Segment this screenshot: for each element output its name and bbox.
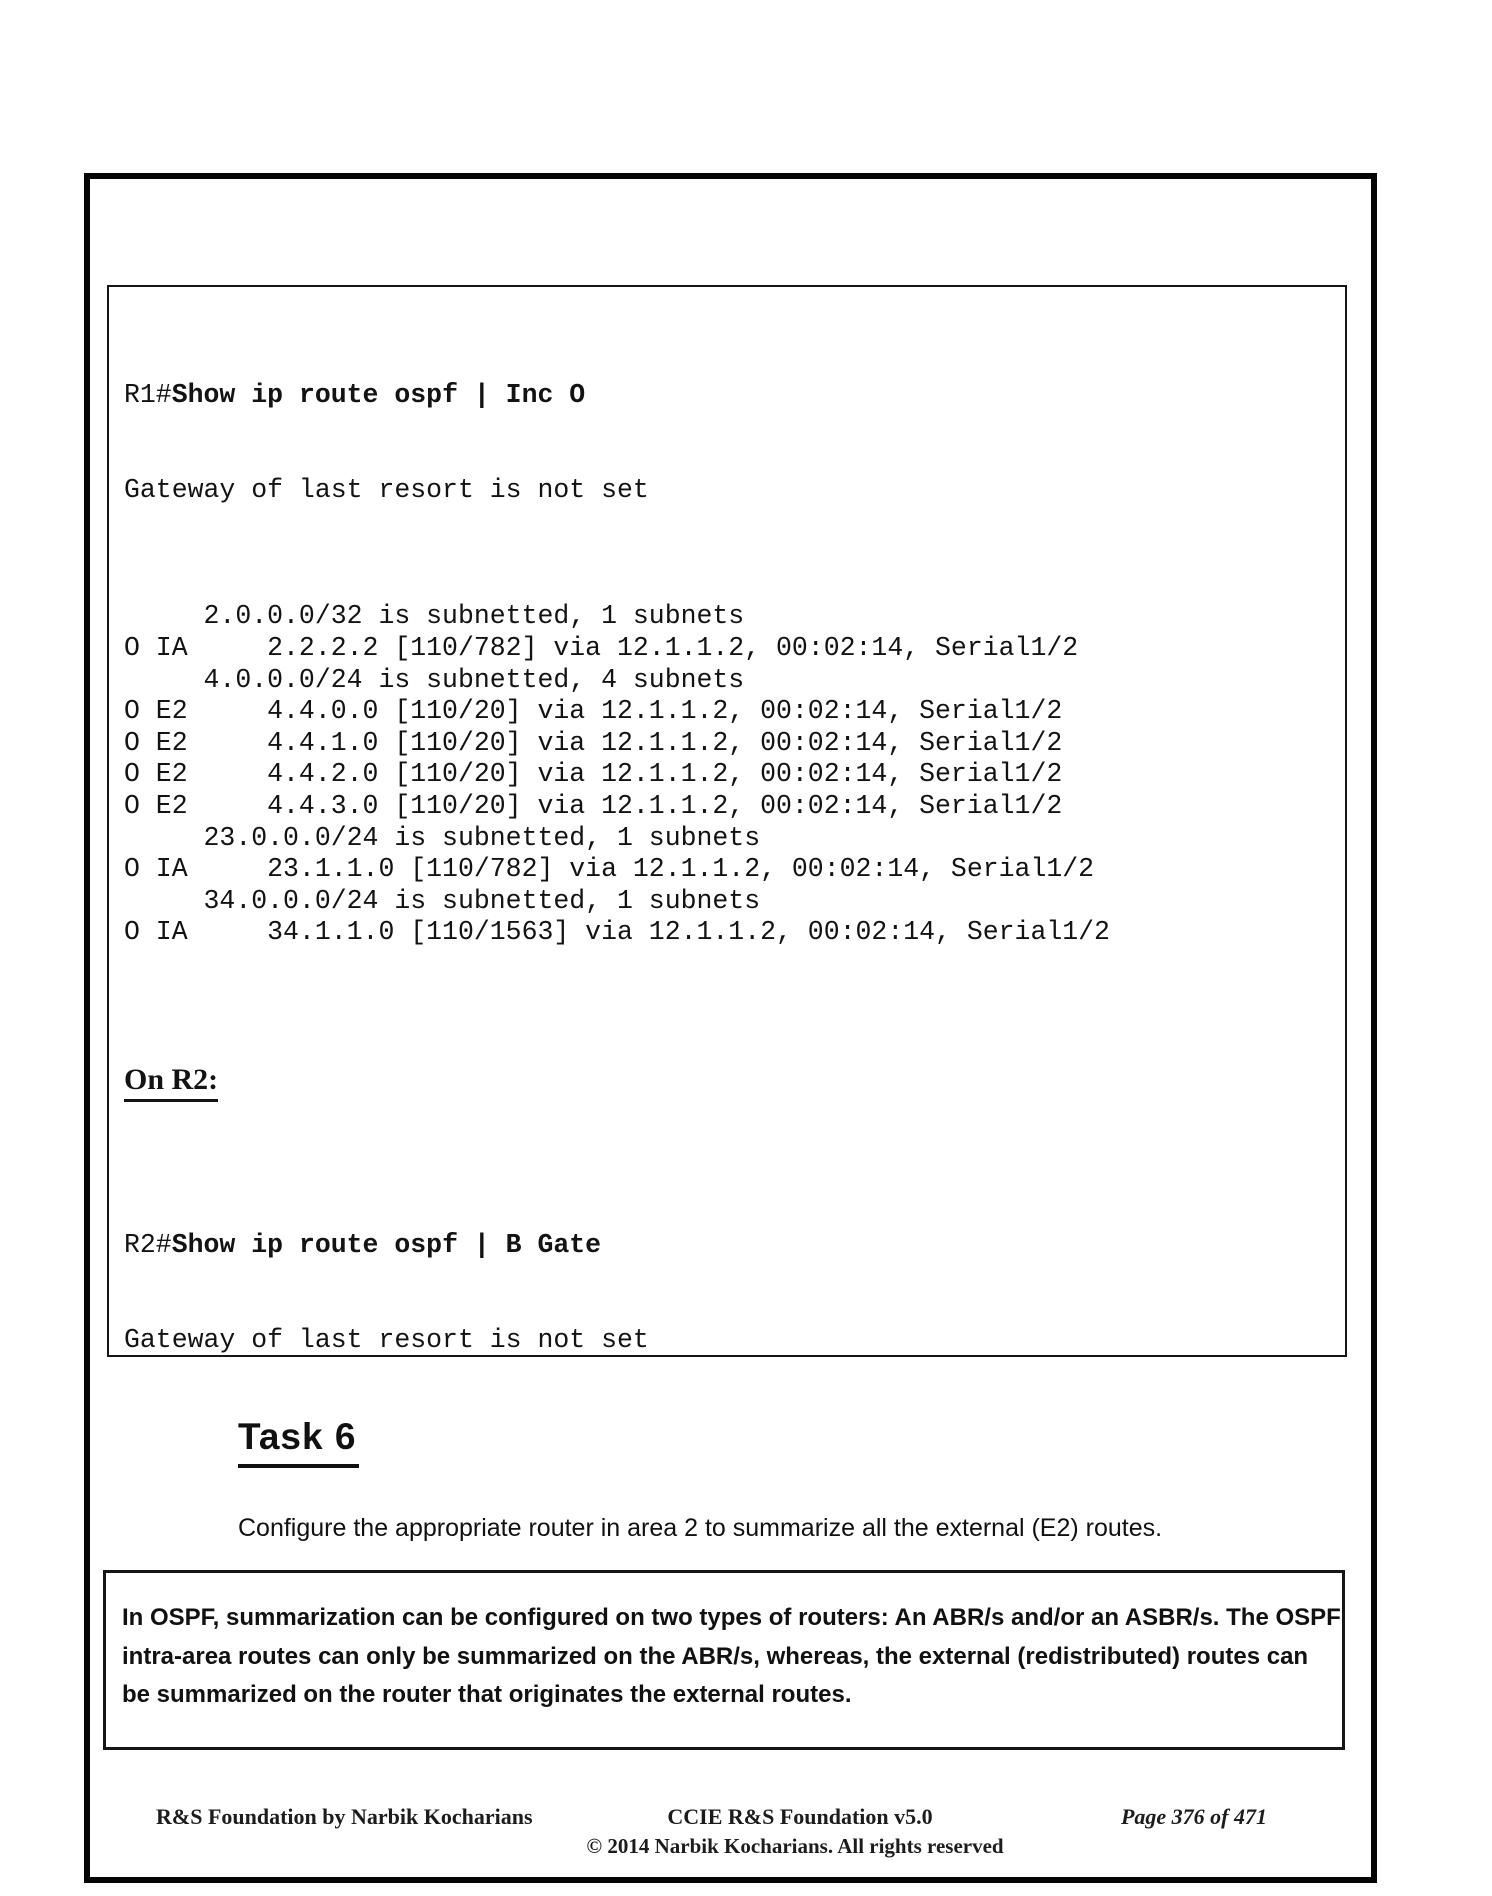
r1-command-line xyxy=(124,380,1337,412)
r2-prompt: R2# xyxy=(124,1230,172,1261)
footer-page-number: Page 376 of 471 xyxy=(1120,1804,1267,1829)
on-r2-heading: On R2: xyxy=(124,1062,218,1102)
note-box xyxy=(103,1570,1345,1750)
footer-course-title: CCIE R&S Foundation v5.0 xyxy=(667,1804,933,1829)
on-r2-heading-row xyxy=(124,1044,1337,1136)
task-description: Configure the appropriate router in area 2 to summarize all the external (E2) routes. xyxy=(238,1514,1163,1542)
r1-route-lines: 2.0.0.0/32 is subnetted, 1 subnets O IA 2.2.2.2 [110/782] via 12.1.1.2, 00:02:14, Serial1/2 4.0.0.0/24 is subnetted, 4 subnets O E2 4.4.0.0 [110/20] via 12.1.1.2, 00:02:14, Serial1/2 O E2 4.4.1.0 [110/20] via 12.1.1.2, 00:02:14, Serial1/2 O E2 4.4.2.0 [110/20] via 12.1.1.2, 00:02:14, Serial1/2 O E2 4.4.3.0 [110/20] via 12.1.1.2, 00:02:14, Serial1/2 23.0.0.0/24 is subnetted, 1 subnets O IA 23.1.1.0 [110/782] via 12.1.1.2, 00:02:14, Serial1/2 34.0.0.0/24 is subnetted, 1 subnets O IA 34.1.1.0 [110/1563] via 12.1.1.2, 00:02:14, Serial1/2 xyxy=(124,601,1110,948)
terminal-output-box xyxy=(107,285,1347,1357)
r2-command: Show ip route ospf | B Gate xyxy=(171,1230,602,1261)
task-title: Task 6 xyxy=(238,1416,359,1468)
r1-gateway-line: Gateway of last resort is not set xyxy=(124,474,649,505)
r1-command: Show ip route ospf | Inc O xyxy=(171,380,586,411)
r2-command-line xyxy=(124,1230,1337,1262)
footer-copyright: © 2014 Narbik Kocharians. All rights reserved xyxy=(586,1834,1004,1858)
note-text: In OSPF, summarization can be configured on two types of routers: An ABR/s and/or an ASBR/s. The OSPF intra-area routes can only be summarized on the ABR/s, whereas, the external (redistributed) routes can be summarized on the router that originates the external routes. xyxy=(122,1604,1341,1708)
footer-book-title: R&S Foundation by Narbik Kocharians xyxy=(156,1804,533,1829)
r1-prompt: R1# xyxy=(124,380,172,411)
r2-gateway-line: Gateway of last resort is not set xyxy=(124,1325,649,1356)
